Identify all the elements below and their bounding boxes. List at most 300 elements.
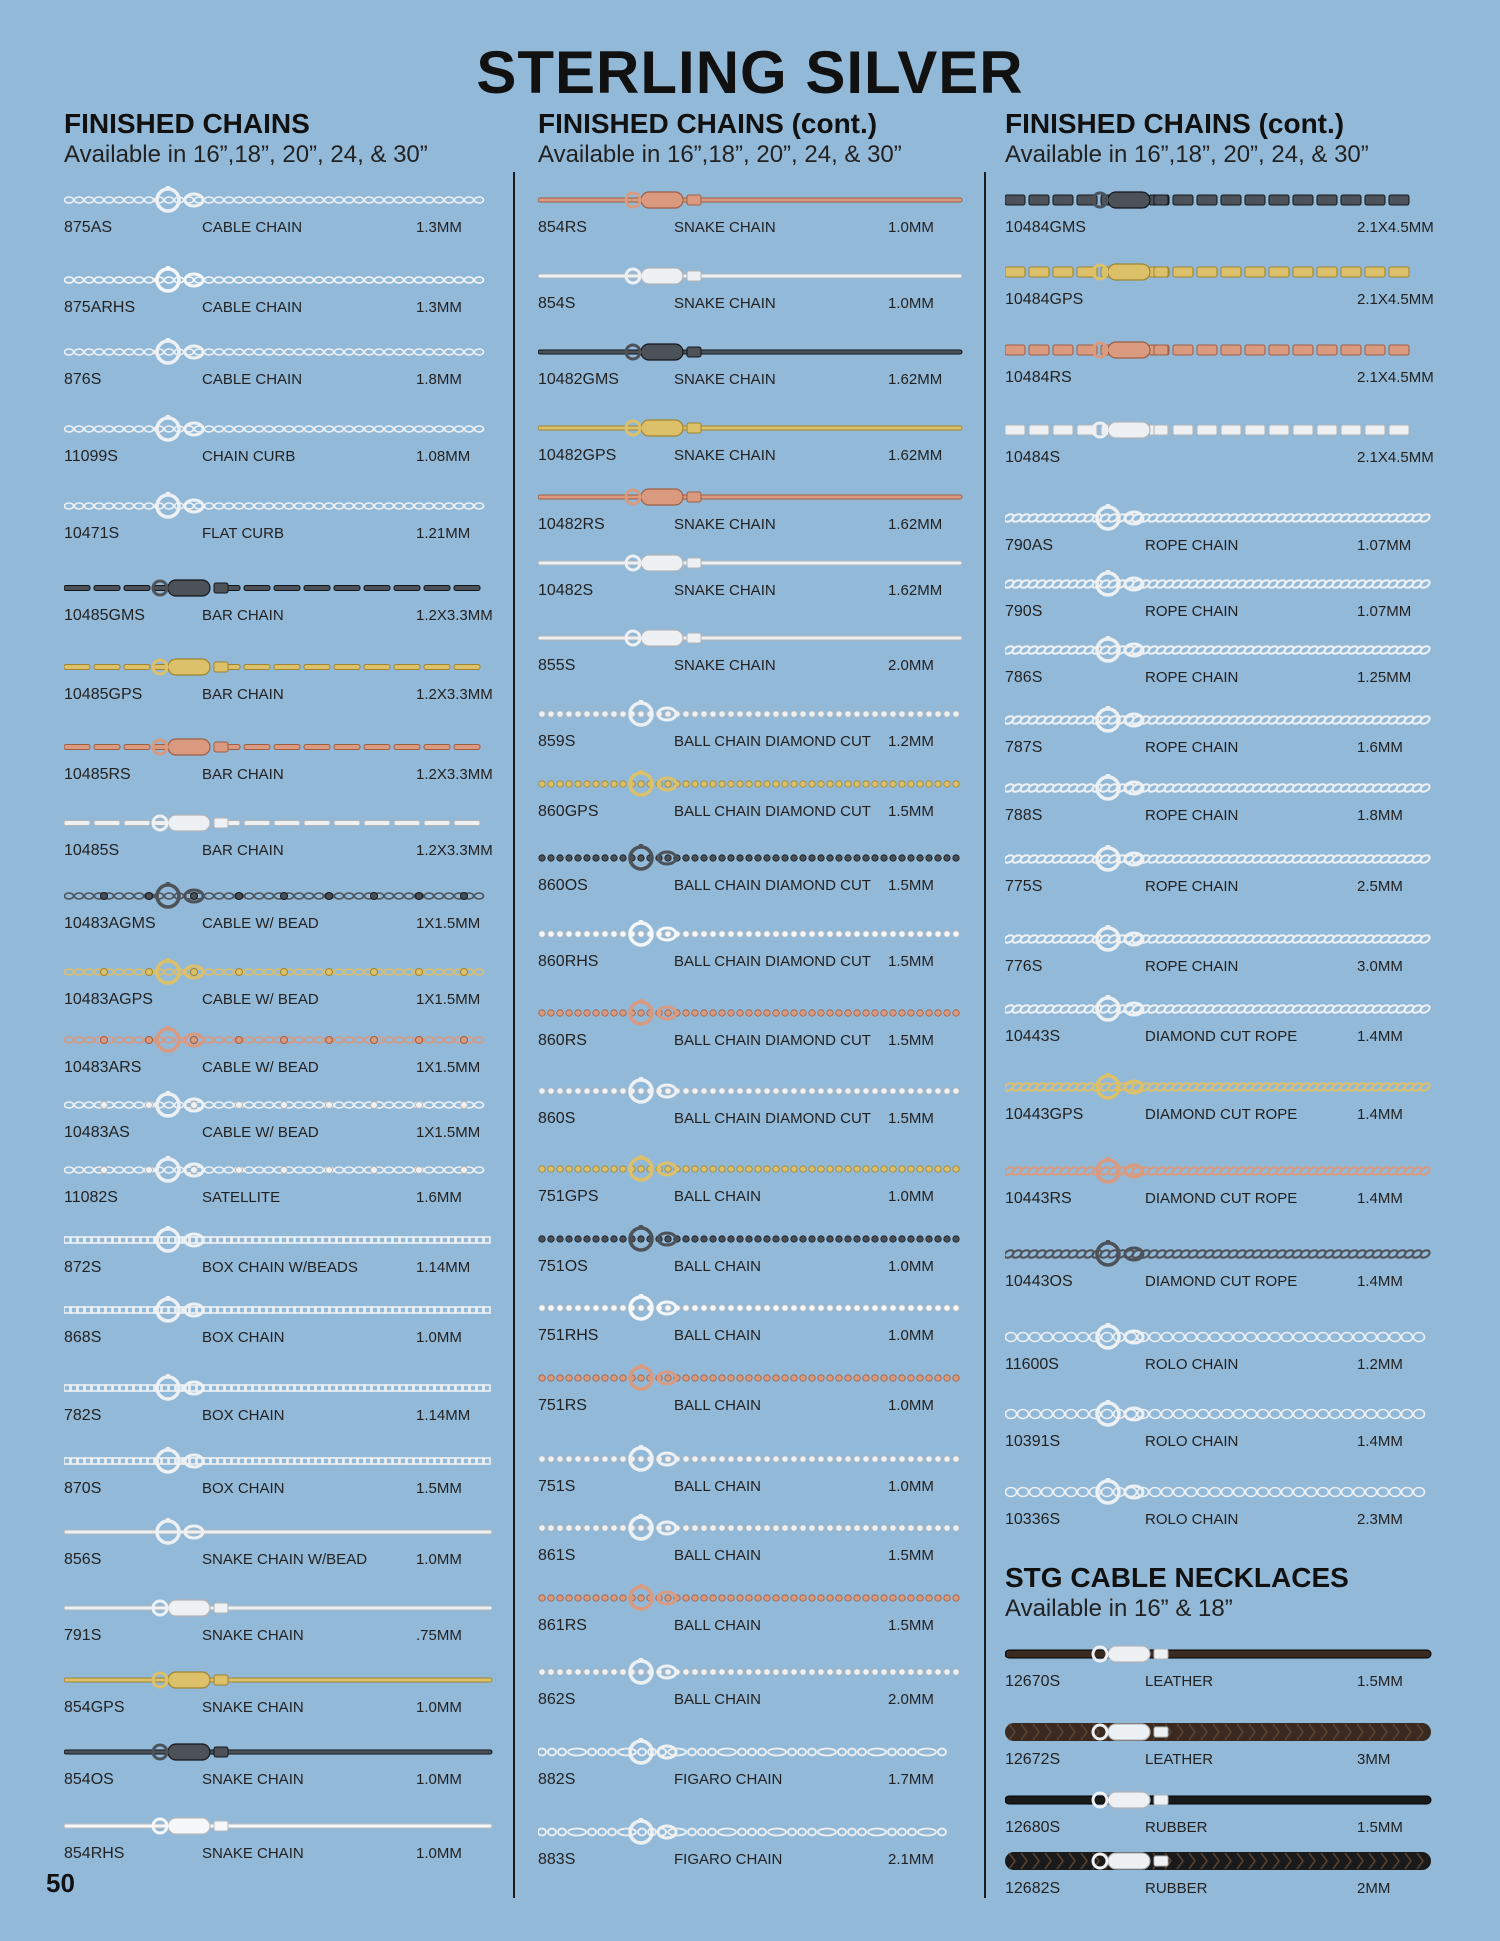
chain-type-label: BALL CHAIN DIAMOND CUT <box>674 1032 871 1049</box>
page-title: STERLING SILVER <box>476 39 1024 106</box>
chain-strand <box>1005 579 1431 590</box>
chain-image <box>64 1447 496 1477</box>
chain-type-label: BAR CHAIN <box>202 686 284 703</box>
sku-label: 854OS <box>64 1771 114 1788</box>
chain-type-label: LEATHER <box>1145 1673 1214 1690</box>
chain-strand <box>1005 1723 1431 1741</box>
chain-type-label: BALL CHAIN DIAMOND CUT <box>674 803 871 820</box>
chain-strand <box>64 1237 490 1243</box>
sku-label: 10484RS <box>1005 369 1072 386</box>
sku-label: 10483AGMS <box>64 915 156 932</box>
chain-item <box>538 1364 966 1420</box>
chain-item <box>64 1091 496 1147</box>
size-label: 2.0MM <box>888 1691 934 1708</box>
chain-strand <box>65 277 484 283</box>
sku-label: 854RS <box>538 219 587 236</box>
size-label: 1.4MM <box>1357 1273 1403 1290</box>
sku-label: 12672S <box>1005 1751 1061 1768</box>
chain-type-label: SNAKE CHAIN <box>674 219 776 236</box>
chain-strand <box>1005 1796 1431 1804</box>
size-label: 1.0MM <box>416 1551 462 1568</box>
chain-strand <box>539 931 959 937</box>
size-label: 1.07MM <box>1357 537 1412 554</box>
spring-ring-clasp-icon <box>1097 636 1143 661</box>
chain-image <box>1005 1323 1435 1353</box>
chain-image <box>1005 845 1435 875</box>
chain-type-label: SNAKE CHAIN <box>202 1699 304 1716</box>
chain-type-label: BALL CHAIN <box>674 1547 761 1564</box>
chain-image <box>538 338 966 368</box>
chain-strand <box>538 636 962 640</box>
chain-strand <box>538 426 962 430</box>
size-label: 1.8MM <box>1357 807 1403 824</box>
chain-image <box>1005 1847 1435 1877</box>
chain-type-label: SATELLITE <box>202 1189 281 1206</box>
size-label: 1.0MM <box>888 219 934 236</box>
chain-item <box>1005 1400 1435 1456</box>
chain-item <box>1005 1323 1435 1379</box>
size-label: 1.3MM <box>416 299 462 316</box>
chain-type-label: BALL CHAIN <box>674 1478 761 1495</box>
chain-strand <box>538 561 962 565</box>
chain-type-label: ROPE CHAIN <box>1145 669 1239 686</box>
chain-item <box>1005 995 1435 1051</box>
size-label: 2.1X4.5MM <box>1357 369 1434 386</box>
size-label: 1.14MM <box>416 1259 471 1276</box>
chain-item <box>64 1226 496 1282</box>
sku-label: 10483AS <box>64 1124 130 1141</box>
chain-strand <box>64 1678 492 1682</box>
size-label: 1.62MM <box>888 582 943 599</box>
chain-type-label: BALL CHAIN DIAMOND CUT <box>674 953 871 970</box>
sku-label: 872S <box>64 1259 102 1276</box>
size-label: 1.5MM <box>888 877 934 894</box>
chain-image <box>538 770 966 800</box>
chain-image <box>1005 1400 1435 1430</box>
chain-item <box>538 844 966 900</box>
column-heading: FINISHED CHAINS (cont.) <box>538 108 878 139</box>
chain-item <box>64 415 496 471</box>
chain-image <box>538 186 966 216</box>
chain-type-label: DIAMOND CUT ROPE <box>1145 1273 1298 1290</box>
chain-strand <box>65 197 484 203</box>
column-heading: FINISHED CHAINS <box>64 108 310 139</box>
chain-strand <box>539 1456 959 1462</box>
chain-image <box>1005 504 1435 534</box>
chain-image <box>64 492 496 522</box>
chain-type-label: DIAMOND CUT ROPE <box>1145 1190 1298 1207</box>
column-heading: FINISHED CHAINS (cont.) <box>1005 108 1345 139</box>
chain-item <box>1005 636 1435 692</box>
chain-type-label: CABLE W/ BEAD <box>202 915 319 932</box>
chain-item <box>64 574 496 630</box>
chain-strand <box>65 1037 484 1044</box>
chain-image <box>538 1818 966 1848</box>
chain-item <box>538 262 966 318</box>
sku-label: 860GPS <box>538 803 599 820</box>
chain-strand <box>64 1385 490 1391</box>
chain-image <box>1005 1240 1435 1270</box>
chain-image <box>1005 1718 1435 1748</box>
chain-item <box>1005 186 1435 242</box>
chain-strand <box>65 1167 484 1174</box>
chain-item <box>64 492 496 548</box>
chain-type-label: RUBBER <box>1145 1819 1208 1836</box>
chain-image <box>64 1374 496 1404</box>
chain-type-label: BOX CHAIN W/BEADS <box>202 1259 358 1276</box>
chain-image <box>538 700 966 730</box>
chain-type-label: BOX CHAIN <box>202 1329 285 1346</box>
size-label: 1.5MM <box>1357 1819 1403 1836</box>
size-label: 1.2MM <box>888 733 934 750</box>
size-label: 1.5MM <box>1357 1673 1403 1690</box>
size-label: 1.25MM <box>1357 669 1412 686</box>
chain-image <box>538 920 966 950</box>
chain-image <box>64 1156 496 1186</box>
chain-item <box>538 1294 966 1350</box>
spring-ring-clasp-icon <box>1097 504 1143 529</box>
chain-item <box>1005 925 1435 981</box>
chain-type-label: CABLE CHAIN <box>202 219 303 236</box>
chain-type-label: SNAKE CHAIN <box>202 1771 304 1788</box>
sku-label: 882S <box>538 1771 576 1788</box>
sku-label: 862S <box>538 1691 576 1708</box>
chain-image <box>64 653 496 683</box>
sku-label: 786S <box>1005 669 1043 686</box>
chain-strand <box>64 821 480 826</box>
sku-label: 10485GMS <box>64 607 145 624</box>
chain-strand <box>1005 513 1431 524</box>
chain-item <box>1005 1718 1435 1774</box>
chain-type-label: ROPE CHAIN <box>1145 537 1239 554</box>
sku-label: 870S <box>64 1480 102 1497</box>
size-label: 1.62MM <box>888 371 943 388</box>
chain-image <box>538 1514 966 1544</box>
sku-label: 875AS <box>64 219 113 236</box>
sku-label: 12670S <box>1005 1673 1061 1690</box>
chain-image <box>1005 416 1435 446</box>
sku-label: 860S <box>538 1110 576 1127</box>
chain-item <box>64 1447 496 1503</box>
chain-item <box>538 483 966 539</box>
chain-image <box>64 1026 496 1056</box>
size-label: 1.0MM <box>888 295 934 312</box>
size-label: 3.0MM <box>1357 958 1403 975</box>
chain-strand <box>539 1010 959 1016</box>
size-label: 2.1MM <box>888 1851 934 1868</box>
chain-strand <box>1005 854 1431 865</box>
chain-image <box>64 266 496 296</box>
spring-ring-clasp-icon <box>1097 706 1143 731</box>
chain-strand <box>65 503 484 509</box>
chain-item <box>538 1584 966 1640</box>
page-number: 50 <box>46 1868 75 1898</box>
size-label: .75MM <box>416 1627 462 1644</box>
chain-strand <box>538 1829 946 1836</box>
chain-item <box>64 882 496 938</box>
size-label: 1.6MM <box>1357 739 1403 756</box>
sku-label: 10484GPS <box>1005 291 1084 308</box>
chain-item <box>538 414 966 470</box>
chain-image <box>538 1738 966 1768</box>
chain-item <box>64 1738 496 1794</box>
chain-type-label: CHAIN CURB <box>202 448 296 465</box>
size-label: 1.5MM <box>888 1110 934 1127</box>
chain-item <box>64 958 496 1014</box>
chain-image <box>538 1155 966 1185</box>
sku-label: 751RS <box>538 1397 587 1414</box>
size-label: 1.5MM <box>888 953 934 970</box>
chain-item <box>1005 258 1435 314</box>
chain-strand <box>539 1595 959 1601</box>
chain-item <box>64 1156 496 1212</box>
sku-label: 855S <box>538 657 576 674</box>
size-label: 1.0MM <box>888 1258 934 1275</box>
size-label: 2MM <box>1357 1880 1391 1897</box>
chain-strand <box>1005 425 1409 435</box>
size-label: 1.0MM <box>416 1329 462 1346</box>
sku-label: 10482GPS <box>538 447 617 464</box>
chain-item <box>64 809 496 865</box>
chain-type-label: SNAKE CHAIN <box>674 447 776 464</box>
size-label: 1.5MM <box>888 1032 934 1049</box>
chain-image <box>1005 1073 1435 1103</box>
column-subheading: Available in 16”,18”, 20”, 24, & 30” <box>1005 141 1369 168</box>
size-label: 1.4MM <box>1357 1433 1403 1450</box>
chain-strand <box>1005 783 1431 794</box>
chain-type-label: BALL CHAIN DIAMOND CUT <box>674 1110 871 1127</box>
chain-strand <box>1005 195 1409 205</box>
chain-type-label: BOX CHAIN <box>202 1480 285 1497</box>
sku-label: 854RHS <box>64 1845 125 1862</box>
chain-image <box>64 882 496 912</box>
chain-item <box>1005 336 1435 392</box>
spring-ring-clasp-icon <box>1097 925 1143 950</box>
sku-label: 776S <box>1005 958 1043 975</box>
chain-type-label: ROPE CHAIN <box>1145 878 1239 895</box>
sku-label: 10485S <box>64 842 120 859</box>
chain-type-label: SNAKE CHAIN W/BEAD <box>202 1551 368 1568</box>
spring-ring-clasp-icon <box>1097 1073 1143 1098</box>
chain-item <box>538 338 966 394</box>
chain-type-label: BALL CHAIN <box>674 1188 761 1205</box>
size-label: 1.5MM <box>888 803 934 820</box>
sku-label: 11600S <box>1005 1356 1059 1373</box>
chain-strand <box>539 855 959 861</box>
column-subheading: Available in 16”,18”, 20”, 24, & 30” <box>538 141 902 168</box>
chain-type-label: ROPE CHAIN <box>1145 958 1239 975</box>
chain-image <box>1005 1786 1435 1816</box>
chain-item <box>1005 845 1435 901</box>
section-heading: STG CABLE NECKLACES <box>1005 1562 1349 1593</box>
chain-type-label: RUBBER <box>1145 1880 1208 1897</box>
sku-label: 790S <box>1005 603 1043 620</box>
chain-image <box>538 1077 966 1107</box>
chain-item <box>1005 570 1435 626</box>
chain-type-label: SNAKE CHAIN <box>202 1845 304 1862</box>
chain-image <box>1005 1157 1435 1187</box>
sku-label: 751GPS <box>538 1188 599 1205</box>
chain-strand <box>539 1305 959 1311</box>
chain-image <box>1005 636 1435 666</box>
chain-strand <box>1005 267 1409 277</box>
chain-item <box>64 1812 496 1868</box>
sku-label: 12680S <box>1005 1819 1061 1836</box>
sku-label: 10443OS <box>1005 1273 1073 1290</box>
chain-strand <box>539 1669 959 1675</box>
size-label: 1X1.5MM <box>416 915 481 932</box>
chain-type-label: ROLO CHAIN <box>1145 1511 1239 1528</box>
chain-type-label: SNAKE CHAIN <box>674 516 776 533</box>
chain-item <box>538 1077 966 1133</box>
chain-image <box>1005 995 1435 1025</box>
chain-image <box>64 1812 496 1842</box>
spring-ring-clasp-icon <box>1097 774 1143 799</box>
chain-image <box>538 1658 966 1688</box>
chain-item <box>538 1738 966 1794</box>
chain-strand <box>1006 1488 1425 1497</box>
chain-item <box>64 653 496 709</box>
sku-label: 791S <box>64 1627 102 1644</box>
chain-strand <box>1005 715 1431 726</box>
size-label: 1X1.5MM <box>416 1059 481 1076</box>
chain-image <box>1005 925 1435 955</box>
sku-label: 883S <box>538 1851 576 1868</box>
chain-item <box>1005 1640 1435 1696</box>
size-label: 2.1X4.5MM <box>1357 449 1434 466</box>
sku-label: 775S <box>1005 878 1043 895</box>
size-label: 1.08MM <box>416 448 471 465</box>
size-label: 2.0MM <box>888 657 934 674</box>
chain-strand <box>1005 345 1409 355</box>
chain-image <box>538 999 966 1029</box>
sku-label: 875ARHS <box>64 299 136 316</box>
chain-strand <box>64 1530 492 1534</box>
spring-ring-clasp-icon <box>1097 570 1143 595</box>
chain-image <box>1005 1478 1435 1508</box>
chain-image <box>1005 258 1435 288</box>
chain-item <box>538 1225 966 1281</box>
chain-type-label: CABLE W/ BEAD <box>202 1059 319 1076</box>
chain-item <box>64 1374 496 1430</box>
size-label: 1.2X3.3MM <box>416 607 493 624</box>
size-label: 1.14MM <box>416 1407 471 1424</box>
chain-strand <box>65 969 484 976</box>
chain-type-label: ROPE CHAIN <box>1145 603 1239 620</box>
sku-label: 860OS <box>538 877 588 894</box>
chain-type-label: CABLE CHAIN <box>202 371 303 388</box>
size-label: 2.3MM <box>1357 1511 1403 1528</box>
spring-ring-clasp-icon <box>1097 995 1143 1020</box>
chain-item <box>64 1026 496 1082</box>
size-label: 1.3MM <box>416 219 462 236</box>
sku-label: 751RHS <box>538 1327 599 1344</box>
chain-strand <box>539 1375 959 1381</box>
chain-image <box>1005 774 1435 804</box>
chain-image <box>64 186 496 216</box>
chain-item <box>64 733 496 789</box>
chain-item <box>538 624 966 680</box>
chain-image <box>64 1091 496 1121</box>
chain-strand <box>539 781 959 787</box>
chain-image <box>64 1594 496 1624</box>
chain-item <box>1005 1847 1435 1903</box>
sku-label: 10443S <box>1005 1028 1061 1045</box>
chain-strand <box>1005 1249 1431 1260</box>
sku-label: 10483AGPS <box>64 991 153 1008</box>
size-label: 1.0MM <box>416 1699 462 1716</box>
sku-label: 788S <box>1005 807 1043 824</box>
chain-strand <box>64 1606 492 1610</box>
chain-image <box>64 1666 496 1696</box>
chain-item <box>538 700 966 756</box>
chain-strand <box>1006 1410 1425 1419</box>
size-label: 1.4MM <box>1357 1028 1403 1045</box>
chain-strand <box>65 1102 484 1109</box>
chain-strand <box>64 1750 492 1754</box>
chain-item <box>1005 416 1435 472</box>
sku-label: 10482RS <box>538 516 605 533</box>
sku-label: 751OS <box>538 1258 588 1275</box>
chain-strand <box>538 1749 946 1756</box>
chain-item <box>64 1594 496 1650</box>
column-divider <box>513 172 515 1898</box>
chain-type-label: DIAMOND CUT ROPE <box>1145 1106 1298 1123</box>
chain-type-label: CABLE W/ BEAD <box>202 1124 319 1141</box>
sku-label: 854S <box>538 295 576 312</box>
sku-label: 10391S <box>1005 1433 1061 1450</box>
chain-strand <box>1005 1650 1431 1658</box>
chain-image <box>64 338 496 368</box>
column-1-header <box>64 108 428 170</box>
chain-strand <box>539 711 959 717</box>
chain-image <box>538 1445 966 1475</box>
size-label: 1.5MM <box>416 1480 462 1497</box>
size-label: 1.5MM <box>888 1617 934 1634</box>
chain-item <box>1005 1073 1435 1129</box>
chain-strand <box>64 665 480 670</box>
chain-strand <box>1005 934 1431 945</box>
chain-image <box>64 733 496 763</box>
chain-image <box>1005 1640 1435 1670</box>
chain-strand <box>65 426 484 432</box>
chain-item <box>538 920 966 976</box>
chain-image <box>538 1364 966 1394</box>
chain-image <box>1005 570 1435 600</box>
chain-type-label: BALL CHAIN <box>674 1691 761 1708</box>
chain-strand <box>1005 1004 1431 1015</box>
sku-label: 10485RS <box>64 766 131 783</box>
chain-strand <box>64 1824 492 1828</box>
size-label: 1.62MM <box>888 516 943 533</box>
chain-item <box>1005 1157 1435 1213</box>
chain-image <box>538 1225 966 1255</box>
chain-item <box>1005 1786 1435 1842</box>
size-label: 1.0MM <box>888 1327 934 1344</box>
chain-strand <box>539 1088 959 1094</box>
size-label: 1.0MM <box>888 1397 934 1414</box>
chain-strand <box>1005 1082 1431 1093</box>
size-label: 1.5MM <box>888 1547 934 1564</box>
chain-type-label: DIAMOND CUT ROPE <box>1145 1028 1298 1045</box>
chain-image <box>538 262 966 292</box>
chain-item <box>538 549 966 605</box>
chain-image <box>538 1294 966 1324</box>
chain-item <box>538 1514 966 1570</box>
chain-item <box>538 999 966 1055</box>
chain-strand <box>1005 645 1431 656</box>
size-label: 1.0MM <box>416 1771 462 1788</box>
